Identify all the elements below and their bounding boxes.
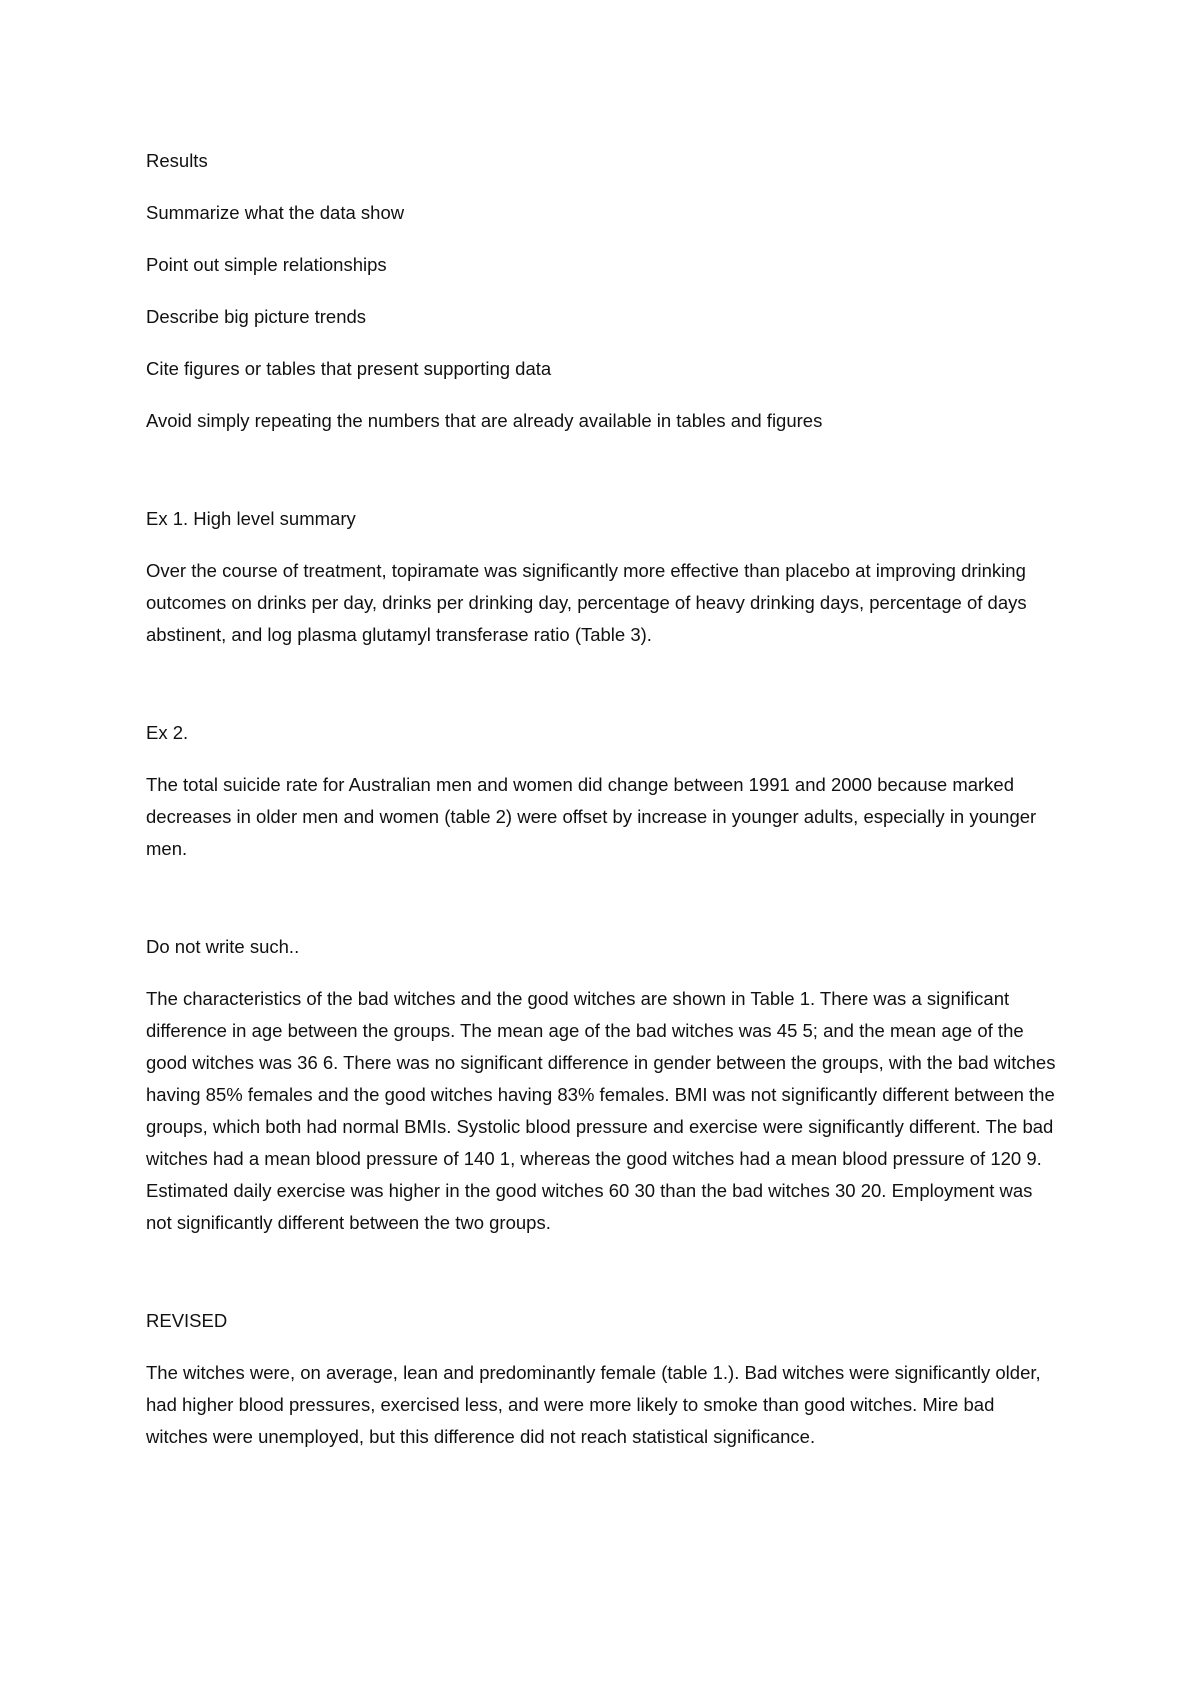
ex1-paragraph: Over the course of treatment, topiramate was significantly more effective than placebo at improving drinking outcomes on drinks per day, drinks per drinking day, percentage of heavy drinking days, percentage of days abstinent, and log plasma glutamyl transferase ratio (Table 3).	[146, 560, 1027, 645]
document-content	[146, 145, 1056, 1453]
bad-example-paragraph: The characteristics of the bad witches and the good witches are shown in Table 1. There was a significant difference in age between the groups. The mean age of the bad witches was 45 5; and the mean age of the good witches was 36 6. There was no significant difference in gender between the groups, with the bad witches having 85% females and the good witches having 83% females. BMI was not significantly different between the groups, which both had normal BMIs. Systolic blood pressure and exercise were significantly different. The bad witches had a mean blood pressure of 140 1, whereas the good witches had a mean blood pressure of 120 9. Estimated daily exercise was higher in the good witches 60 30 than the bad witches 30 20. Employment was not significantly different between the two groups.	[146, 988, 1056, 1233]
bad-example-heading: Do not write such..	[146, 936, 300, 957]
results-heading: Results	[146, 150, 208, 171]
results-point-3: Describe big picture trends	[146, 306, 367, 327]
ex1-heading: Ex 1. High level summary	[146, 508, 356, 529]
ex2-paragraph: The total suicide rate for Australian men and women did change between 1991 and 2000 because marked decreases in older men and women (table 2) were offset by increase in younger adults, especially in younger men.	[146, 774, 1037, 859]
revised-paragraph: The witches were, on average, lean and predominantly female (table 1.). Bad witches were significantly older, had higher blood pressures, exercised less, and were more likely to smoke than good witches. Mire bad witches were unemployed, but this difference did not reach statistical significance.	[146, 1362, 1041, 1447]
results-point-2: Point out simple relationships	[146, 254, 387, 275]
results-point-5: Avoid simply repeating the numbers that are already available in tables and figures	[146, 410, 823, 431]
ex2-heading: Ex 2.	[146, 722, 189, 743]
results-point-1: Summarize what the data show	[146, 202, 405, 223]
results-point-4: Cite figures or tables that present supporting data	[146, 358, 552, 379]
revised-heading: REVISED	[146, 1310, 228, 1331]
